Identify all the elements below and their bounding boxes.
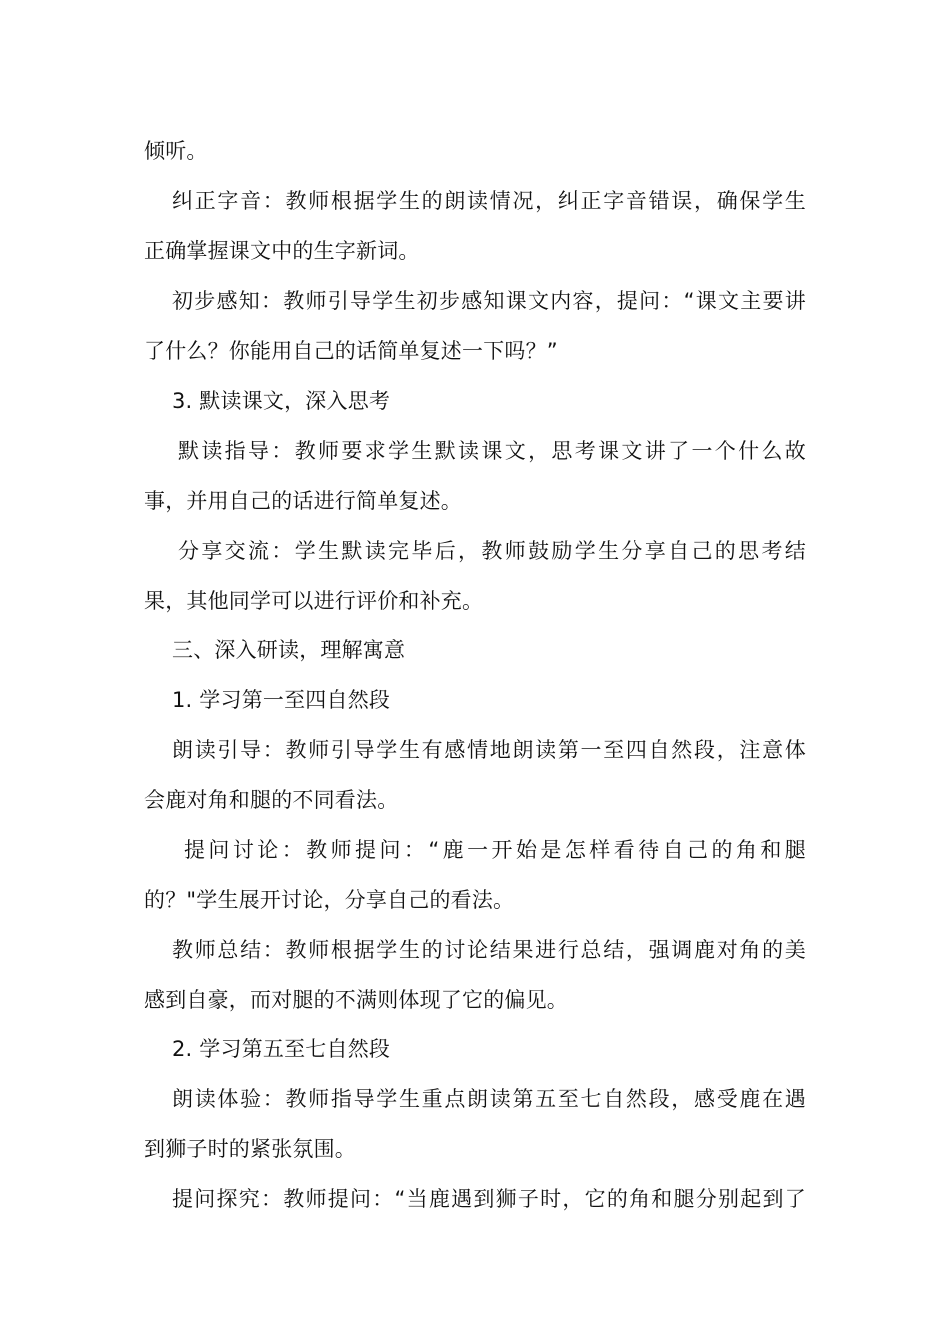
text-line-initial-perception: 初步感知：教师引导学生初步感知课文内容，提问：“课文主要讲 (172, 289, 806, 313)
text-line-silent-reading-guidance-cont: 事，并用自己的话进行简单复述。 (144, 489, 462, 513)
text-line-silent-reading-guidance: 默读指导：教师要求学生默读课文，思考课文讲了一个什么故 (178, 439, 806, 463)
text-line-sharing: 分享交流：学生默读完毕后，教师鼓励学生分享自己的思考结 (178, 539, 806, 563)
text-line-question-discussion-cont: 的？"学生展开讨论，分享自己的看法。 (144, 888, 515, 912)
section-heading-deep-study: 三、深入研读，理解寓意 (172, 638, 406, 662)
text-line-continuation: 倾听。 (144, 139, 208, 163)
text-line-reading-experience: 朗读体验：教师指导学生重点朗读第五至七自然段，感受鹿在遇 (172, 1087, 806, 1111)
text-line-correct-pronunciation-cont: 正确掌握课文中的生字新词。 (144, 239, 420, 263)
text-line-sharing-cont: 果，其他同学可以进行评价和补充。 (144, 589, 484, 613)
text-line-correct-pronunciation: 纠正字音：教师根据学生的朗读情况，纠正字音错误，确保学生 (172, 189, 806, 213)
text-line-teacher-summary: 教师总结：教师根据学生的讨论结果进行总结，强调鹿对角的美 (172, 938, 806, 962)
text-line-teacher-summary-cont: 感到自豪，而对腿的不满则体现了它的偏见。 (144, 988, 568, 1012)
text-line-reading-experience-cont: 到狮子时的紧张氛围。 (144, 1137, 356, 1161)
text-line-question-discussion: 提问讨论：教师提问：“鹿一开始是怎样看待自己的角和腿 (184, 838, 806, 862)
section-heading-silent-reading: 3. 默读课文，深入思考 (172, 389, 391, 413)
text-line-initial-perception-cont: 了什么？你能用自己的话简单复述一下吗？” (144, 339, 558, 363)
text-line-reading-guide: 朗读引导：教师引导学生有感情地朗读第一至四自然段，注意体 (172, 738, 806, 762)
section-heading-paragraphs-5-7: 2. 学习第五至七自然段 (172, 1037, 391, 1061)
text-line-question-explore: 提问探究：教师提问：“当鹿遇到狮子时，它的角和腿分别起到了 (172, 1187, 806, 1211)
text-line-reading-guide-cont: 会鹿对角和腿的不同看法。 (144, 788, 399, 812)
section-heading-paragraphs-1-4: 1. 学习第一至四自然段 (172, 688, 391, 712)
